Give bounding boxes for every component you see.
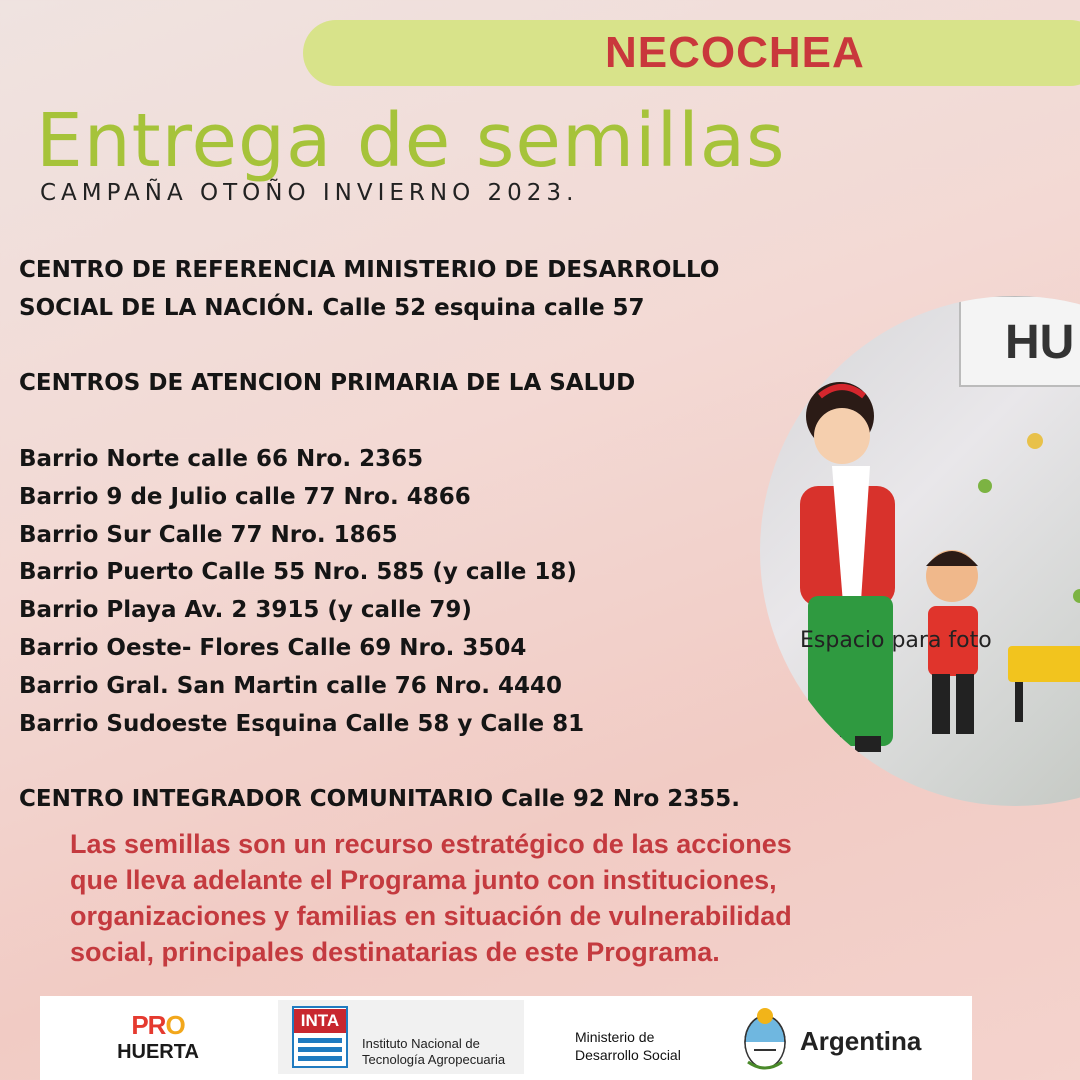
list-item: Barrio Puerto Calle 55 Nro. 585 (y calle 18): [19, 559, 577, 586]
ministerio-logo: [575, 1028, 681, 1064]
inta-logo: [278, 1000, 524, 1074]
list-item: Barrio Norte calle 66 Nro. 2365: [19, 445, 424, 472]
community-center-line: CENTRO INTEGRADOR COMUNITARIO Calle 92 Nro 2355.: [19, 786, 741, 813]
ministerio-line-2: Desarrollo Social: [575, 1047, 681, 1063]
paragraph-line: Las semillas son un recurso estratégico de las acciones: [70, 829, 792, 859]
inta-full-name: [362, 1036, 505, 1068]
inta-short-name: INTA: [294, 1009, 346, 1033]
list-item: Barrio Sudoeste Esquina Calle 58 y Calle 81: [19, 710, 585, 737]
paragraph-line: social, principales destinatarias de este Programa.: [70, 937, 720, 967]
location-list: [19, 252, 819, 819]
list-item: Barrio Gral. San Martin calle 76 Nro. 4440: [19, 672, 562, 699]
paragraph-line: organizaciones y familias en situación de vulnerabilidad: [70, 901, 792, 931]
huerta-text: HUERTA: [117, 1041, 199, 1063]
ministry-line-2: SOCIAL DE LA NACIÓN. Calle 52 esquina calle 57: [19, 294, 645, 321]
inta-name-line-2: Tecnología Agropecuaria: [362, 1052, 506, 1067]
list-item: Barrio Oeste- Flores Calle 69 Nro. 3504: [19, 634, 527, 661]
inta-name-line-1: Instituto Nacional de: [362, 1036, 480, 1051]
sponsor-logos-footer: [40, 996, 972, 1080]
pro-huerta-logo: [108, 1010, 208, 1064]
list-item: Barrio Playa Av. 2 3915 (y calle 79): [19, 597, 472, 624]
pro-o-text: O: [165, 1010, 185, 1040]
ministerio-line-1: Ministerio de: [575, 1029, 655, 1045]
health-centers-heading: CENTROS DE ATENCION PRIMARIA DE LA SALUD: [19, 370, 636, 397]
photo-circle: [760, 296, 1080, 806]
inta-emblem-icon: [292, 1006, 348, 1068]
seed-packet-illustration: [760, 296, 1080, 806]
seeds-description: [70, 826, 1070, 970]
photo-placeholder-caption: Espacio para foto: [800, 628, 992, 653]
argentina-wordmark: Argentina: [800, 1026, 922, 1056]
city-name: NECOCHEA: [605, 28, 865, 77]
pro-text: PR: [131, 1010, 166, 1040]
list-item: Barrio 9 de Julio calle 77 Nro. 4866: [19, 483, 471, 510]
packet-letters: HU: [1005, 316, 1075, 369]
ministry-line-1: CENTRO DE REFERENCIA MINISTERIO DE DESARROLLO: [19, 257, 720, 283]
coat-of-arms-icon: [740, 1004, 790, 1074]
campaign-subtitle: CAMPAÑA OTOÑO INVIERNO 2023.: [40, 180, 579, 206]
page-title: Entrega de semillas: [36, 98, 786, 184]
list-item: Barrio Sur Calle 77 Nro. 1865: [19, 521, 398, 548]
paragraph-line: que lleva adelante el Programa junto con instituciones,: [70, 865, 777, 895]
